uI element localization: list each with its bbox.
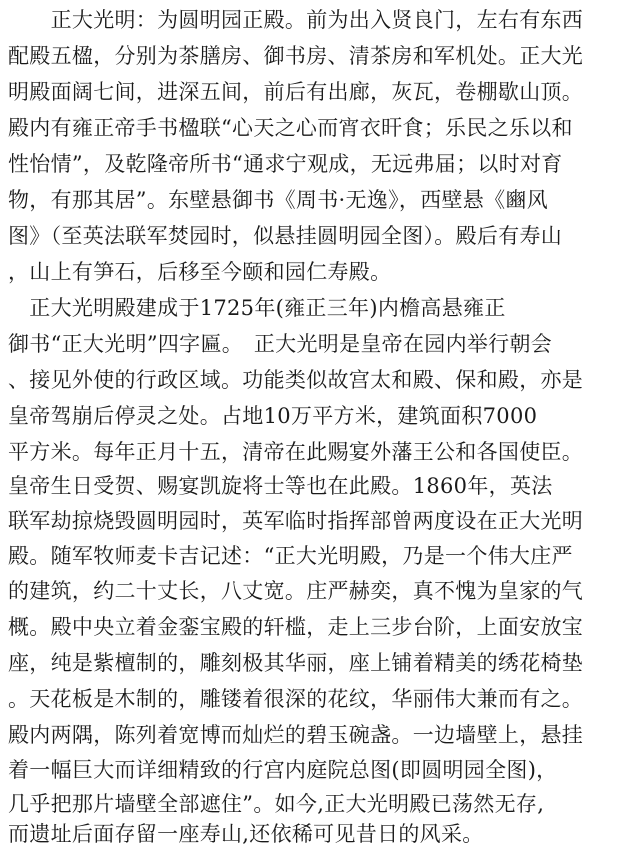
- text-line: 殿内两隅，陈列着宽博而灿烂的碧玉碗盏。一边墙壁上，悬挂: [8, 723, 584, 747]
- text-line: 着一幅巨大而详细精致的行宫内庭院总图(即圆明园全图)，: [8, 758, 558, 782]
- text-line: 平方米。每年正月十五，清帝在此赐宴外藩王公和各国使臣。: [8, 440, 584, 464]
- text-line: 御书“正大光明”四字匾。 正大光明是皇帝在园内举行朝会: [8, 332, 553, 356]
- text-line: ，山上有笋石，后移至今颐和园仁寿殿。: [8, 260, 392, 284]
- text-line: 。天花板是木制的，雕镂着很深的花纹，华丽伟大兼而有之。: [8, 687, 584, 711]
- text-line: 明殿面阔七间，进深五间，前后有出廊，灰瓦，卷棚歇山顶。: [8, 80, 584, 104]
- text-line: 皇帝驾崩后停灵之处。占地10万平方米，建筑面积7000: [8, 404, 538, 428]
- text-line: 性怡情”，及乾隆帝所书“通求宁观成，无远弗届；以时对育: [8, 152, 563, 176]
- text-line: 、接见外使的行政区域。功能类似故宫太和殿、保和殿，亦是: [8, 368, 584, 392]
- text-line: 物，有那其居”。东壁悬御书《周书·无逸》，西壁悬《豳风: [8, 188, 549, 212]
- text-line: 殿。随军牧师麦卡吉记述：“正大光明殿，乃是一个伟大庄严: [8, 544, 573, 568]
- text-line: 概。殿中央立着金銮宝殿的轩槛，走上三步台阶，上面安放宝: [8, 615, 584, 639]
- text-line: 配殿五楹，分别为茶膳房、御书房、清茶房和军机处。正大光: [8, 44, 584, 68]
- text-line: 正大光明殿建成于1725年(雍正三年)内檐高悬雍正: [8, 296, 506, 320]
- text-line: 的建筑，约二十丈长，八丈宽。庄严赫奕，真不愧为皇家的气: [8, 579, 584, 603]
- text-line: 联军劫掠烧毁圆明园时，英军临时指挥部曾两度设在正大光明: [8, 509, 584, 533]
- text-line: 几乎把那片墙壁全部遮住”。如今,正大光明殿已荡然无存,: [8, 792, 545, 816]
- text-line: 殿内有雍正帝手书楹联“心天之心而宵衣旰食；乐民之乐以和: [8, 116, 573, 140]
- text-line: 而遗址后面存留一座寿山,还依稀可见昔日的风采。: [8, 822, 484, 846]
- text-line: 图》（至英法联军焚园时，似悬挂圆明园全图）。殿后有寿山: [8, 224, 563, 248]
- text-line: 座，纯是紫檀制的，雕刻极其华丽，座上铺着精美的绣花椅垫: [8, 651, 584, 675]
- text-line: 正大光明：为圆明园正殿。前为出入贤良门，左右有东西: [8, 8, 584, 32]
- text-line: 皇帝生日受贺、赐宴凯旋将士等也在此殿。1860年，英法: [8, 474, 553, 498]
